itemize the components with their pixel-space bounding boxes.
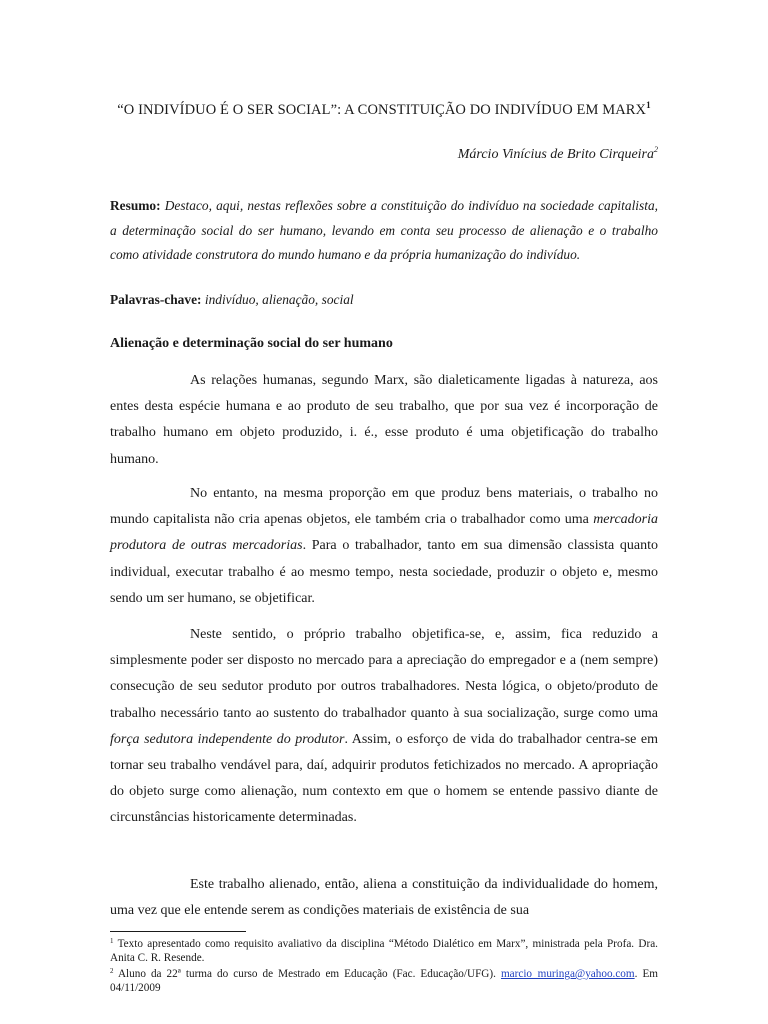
paragraph-2-emphasis: mercadoria produtora de outras mercadorias xyxy=(110,512,658,554)
keywords xyxy=(110,292,354,308)
footnote-2-date: . Em 04/11/2009 xyxy=(110,968,658,994)
footnote-1-mark: 1 xyxy=(110,937,114,945)
author-footnote-mark: 2 xyxy=(654,145,658,154)
document-title xyxy=(100,92,668,124)
abstract-text: Destaco, aqui, nestas reflexões sobre a constituição do indivíduo na sociedade capitalista, a determinação social do ser humano, levando em conta seu processo de alienação e o trabalho como atividade construtora do mundo humano e da própria humanização do indivíduo. xyxy=(110,198,658,262)
title-text: “O INDIVÍDUO É O SER SOCIAL”: A CONSTITUIÇÃO DO INDIVÍDUO EM MARX xyxy=(117,102,647,118)
paragraph-4: Este trabalho alienado, então, aliena a constituição da individualidade do homem, uma vez que ele entende serem as condições materiais de existência de sua xyxy=(110,877,658,919)
footnote-2-text: Aluno da 22ª turma do curso de Mestrado em Educação (Fac. Educação/UFG). xyxy=(117,968,496,980)
paragraph-3 xyxy=(110,622,658,832)
keywords-label: Palavras-chave: xyxy=(110,292,202,307)
section-heading: Alienação e determinação social do ser humano xyxy=(110,336,393,351)
author-name-text: Márcio Vinícius de Brito Cirqueira xyxy=(457,147,654,162)
keywords-text: indivíduo, alienação, social xyxy=(204,292,354,307)
footnote-1 xyxy=(110,935,658,965)
author-name xyxy=(458,145,658,163)
paragraph-3-emphasis: força sedutora independente do produtor xyxy=(110,731,345,747)
paragraph-2-part-c: . Para o trabalhador, tanto em sua dimensão classista quanto individual, executar trabalho é ao mesmo tempo, nesta sociedade, produzir o objeto e, mesmo sendo um ser humano, se objetificar. xyxy=(110,538,658,606)
abstract-label: Resumo: xyxy=(110,198,161,213)
footnote-1-text: Texto apresentado como requisito avaliativo da disciplina “Método Dialético em Marx”, ministrada pela Profa. Dra. Anita C. R. Resende. xyxy=(110,938,658,964)
email-link[interactable]: marcio_muringa@yahoo.com xyxy=(500,968,635,980)
paragraph-2-part-a: No entanto, na mesma proporção em que produz bens materiais, o trabalho no mundo capitalista não cria apenas objetos, ele também cria o trabalhador como uma xyxy=(110,486,658,528)
footnote-separator xyxy=(110,931,246,932)
title-footnote-mark: 1 xyxy=(646,100,651,110)
paragraph-3-part-c: . Assim, o esforço de vida do trabalhador centra-se em tornar seu trabalho vendável para, daí, adquirir produtos fetichizados no mercado. A apropriação do objeto surge como alienação, num contexto em que o homem se entende passivo diante de circunstâncias historicamente determinadas. xyxy=(110,731,658,826)
paragraph-2 xyxy=(110,481,658,612)
paragraph-3-part-a: Neste sentido, o próprio trabalho objetifica-se, e, assim, fica reduzido a simplesmente poder ser disposto no mercado para a apreciação do empregador e a (nem sempre) consecução de seu sedutor produto por outros trabalhadores. Nesta lógica, o objeto/produto de trabalho necessário tanto ao sustento do trabalhador quanto à sua socialização, surge como uma xyxy=(110,627,658,721)
footnote-2 xyxy=(110,965,658,995)
abstract xyxy=(110,194,658,268)
footnote-2-mark: 2 xyxy=(110,967,114,975)
paragraph-1: As relações humanas, segundo Marx, são dialeticamente ligadas à natureza, aos entes desta espécie humana e ao produto de seu trabalho, que por sua vez é incorporação de trabalho humano em objeto produzido, i. é., esse produto é uma objetificação do trabalho humano. xyxy=(110,373,658,467)
